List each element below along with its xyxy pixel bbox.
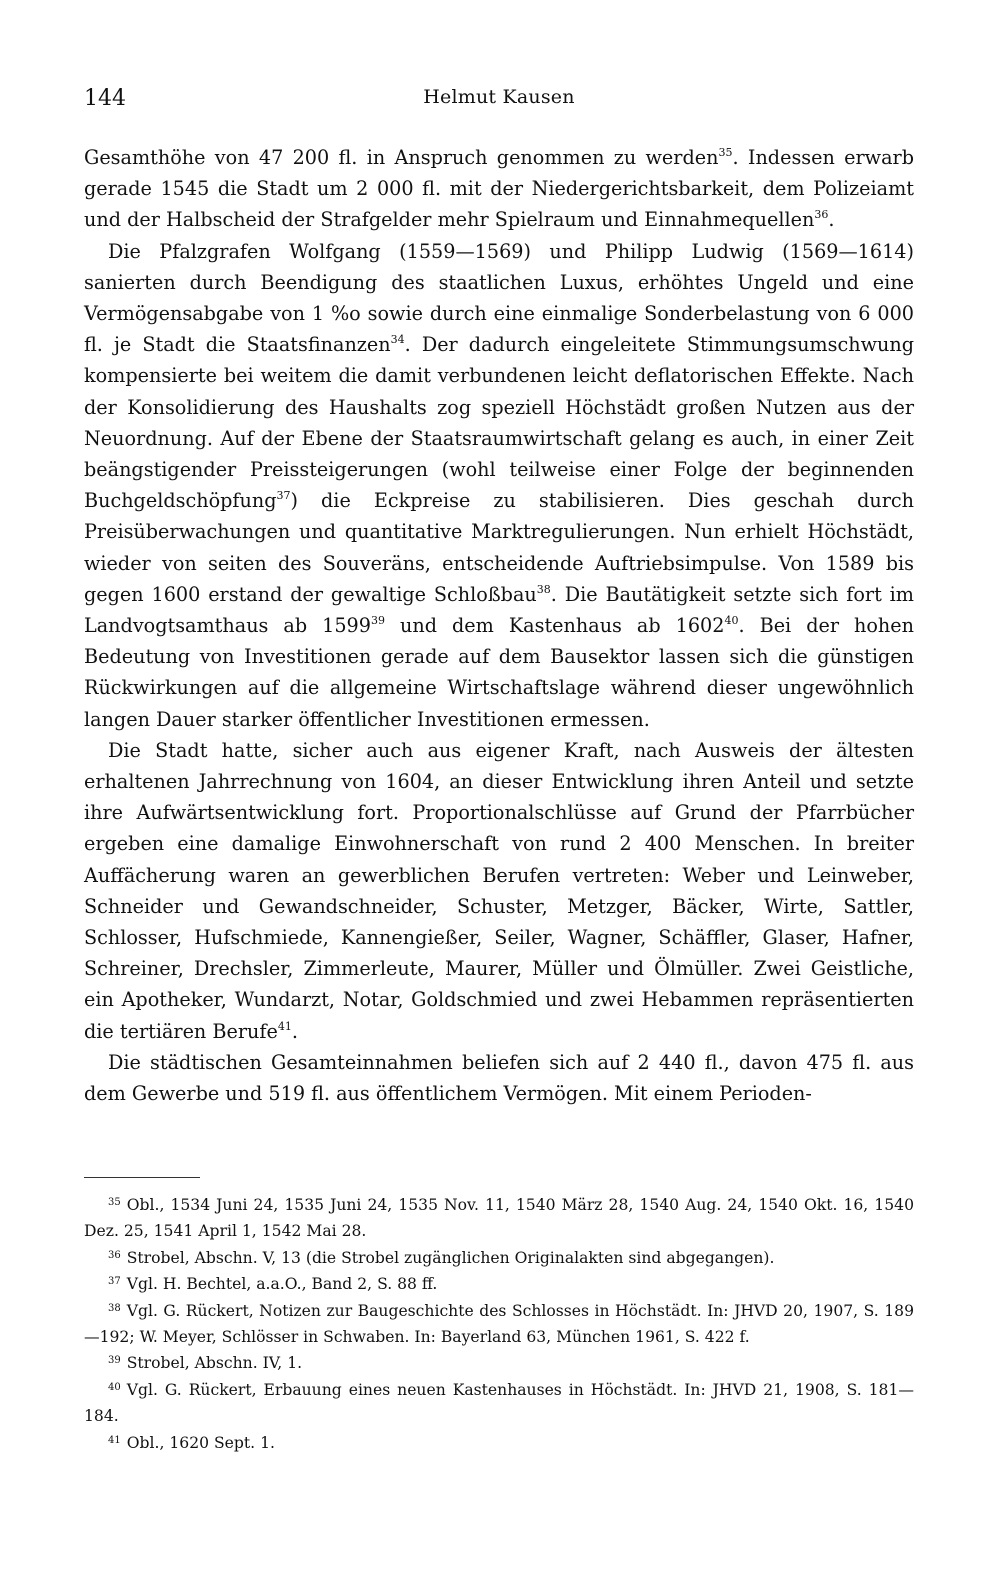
footnotes bbox=[84, 1192, 914, 1456]
footnote bbox=[84, 1350, 914, 1376]
footnote bbox=[84, 1192, 914, 1245]
footnote-text: Vgl. H. Bechtel, a.a.O., Band 2, S. 88 ff. bbox=[126, 1275, 438, 1294]
text-run: . Die Bautätigkeit setzte sich fort im Landvogtsamthaus ab 1599 bbox=[84, 582, 914, 638]
text-run: . Indessen erwarb gerade 1545 die Stadt um 2 000 fl. mit der Niedergerichtsbarkeit, dem Polizeiamt und der Halbscheid der Strafgelder mehr Spielraum und Einnahmequellen bbox=[84, 146, 915, 232]
text-run: . Der dadurch eingeleitete Stimmungsumschwung kompensierte bei weitem die damit verbundenen leicht deflatorischen Effekte. Nach der Konsolidierung des Haushalts zog speziell Höchstädt großen Nutzen aus der Neuordnung. Auf der Ebene der Staatsraumwirtschaft gelang es auch, in einer Zeit beängstigender Preissteigerungen (wohl teilweise einer Folge der beginnenden Buchgeldschöpfung bbox=[84, 333, 914, 513]
paragraph bbox=[84, 735, 914, 1047]
text-run: Gesamthöhe von 47 200 fl. in Anspruch genommen zu werden bbox=[84, 146, 719, 169]
text-run: Die Pfalzgrafen Wolfgang (1559—1569) und Philipp Ludwig (1569—1614) sanierten durch Beendigung des staatlichen Luxus, erhöhtes Ungeld und eine Vermögensabgabe von 1 %o sowie durch eine einmalige Sonderbelastung von 6 000 fl. je Stadt die Staatsfinanzen bbox=[84, 239, 914, 357]
footnote bbox=[84, 1430, 914, 1456]
footnote-number: 41 bbox=[108, 1434, 121, 1446]
page-number: 144 bbox=[84, 86, 126, 111]
footnote-text: Vgl. G. Rückert, Erbauung eines neuen Kastenhauses in Höchstädt. In: JHVD 21, 1908, S. 181—184. bbox=[84, 1380, 914, 1426]
footnote-number: 36 bbox=[108, 1249, 121, 1261]
footnote-number: 35 bbox=[108, 1197, 121, 1208]
paragraph bbox=[84, 142, 914, 236]
text-run: . bbox=[828, 208, 835, 232]
footnote-text: Vgl. G. Rückert, Notizen zur Baugeschichte des Schlosses in Höchstädt. In: JHVD 20, 1907, S. 189—192; W. Meyer, Schlösser in Schwaben. In: Bayerland 63, München 1961, S. 422 f. bbox=[84, 1301, 914, 1347]
footnote-divider bbox=[84, 1177, 200, 1178]
text-run: ) die Eckpreise zu stabilisieren. Dies geschah durch Preisüberwachungen und quantitative Marktregulierungen. Nun erhielt Höchstädt, wieder von seiten des Souveräns, entscheidende Auftriebsimpulse. Von 1589 bis gegen 1600 erstand der gewaltige Schloßbau bbox=[84, 489, 914, 606]
text-run: . bbox=[291, 1019, 298, 1043]
footnote-ref: 39 bbox=[370, 614, 385, 628]
footnote-ref: 37 bbox=[276, 489, 291, 503]
running-head: Helmut Kausen bbox=[423, 86, 575, 108]
footnote-ref: 41 bbox=[277, 1019, 292, 1033]
text-run: Die Stadt hatte, sicher auch aus eigener Kraft, nach Ausweis der ältesten erhaltenen Jahrrechnung von 1604, an dieser Entwicklung ihren Anteil und setzte ihre Aufwärtsentwicklung fort. Proportionalschlüsse auf Grund der Pfarrbücher ergeben eine damalige Einwohnerschaft von rund 2 400 Menschen. In breiter Auffächerung waren an gewerblichen Berufen vertreten: Weber und Leinweber, Schneider und Gewandschneider, Schuster, Metzger, Bäcker, Wirte, Sattler, Schlosser, Hufschmiede, Kannengießer, Seiler, Wagner, Schäffler, Glaser, Hafner, Schreiner, Drechsler, Zimmerleute, Maurer, Müller und Ölmüller. Zwei Geistliche, ein Apotheker, Wundarzt, Notar, Goldschmied und zwei Hebammen repräsentierten die tertiären Berufe bbox=[84, 738, 914, 1043]
footnote bbox=[84, 1271, 914, 1297]
footnote bbox=[84, 1377, 914, 1430]
footnote-number: 37 bbox=[108, 1276, 121, 1288]
footnote-text: Strobel, Abschn. V, 13 (die Strobel zugänglichen Originalakten sind abgegangen). bbox=[126, 1248, 775, 1267]
footnote-ref: 35 bbox=[718, 146, 733, 159]
footnote-ref: 36 bbox=[814, 208, 829, 222]
footnote-number: 38 bbox=[108, 1302, 121, 1314]
footnote-text: Obl., 1534 Juni 24, 1535 Juni 24, 1535 Nov. 11, 1540 März 28, 1540 Aug. 24, 1540 Okt. 16, 1540 Dez. 25, 1541 April 1, 1542 Mai 28. bbox=[84, 1196, 914, 1241]
paragraph bbox=[84, 1047, 914, 1109]
footnote bbox=[84, 1298, 914, 1351]
paragraph bbox=[84, 236, 914, 735]
footnote-ref: 34 bbox=[390, 333, 405, 347]
text-run: Die städtischen Gesamteinnahmen beliefen sich auf 2 440 fl., davon 475 fl. aus dem Gewerbe und 519 fl. aus öffentlichem Vermögen. Mit einem Perioden- bbox=[84, 1050, 914, 1106]
footnote bbox=[84, 1245, 914, 1271]
text-run: . Bei der hohen Bedeutung von Investitionen gerade auf dem Bausektor lassen sich die günstigen Rückwirkungen auf die allgemeine Wirtschaftslage während dieser ungewöhnlich langen Dauer starker öffentlicher Investitionen ermessen. bbox=[84, 614, 915, 731]
footnote-ref: 38 bbox=[536, 582, 551, 596]
page-header bbox=[84, 86, 914, 116]
body-text bbox=[84, 142, 914, 1109]
footnote-text: Obl., 1620 Sept. 1. bbox=[126, 1433, 275, 1452]
footnote-ref: 40 bbox=[724, 614, 739, 628]
text-run: und dem Kastenhaus ab 1602 bbox=[384, 614, 725, 638]
footnote-text: Strobel, Abschn. IV, 1. bbox=[126, 1354, 303, 1373]
footnote-number: 39 bbox=[108, 1355, 121, 1367]
footnote-number: 40 bbox=[108, 1381, 121, 1393]
